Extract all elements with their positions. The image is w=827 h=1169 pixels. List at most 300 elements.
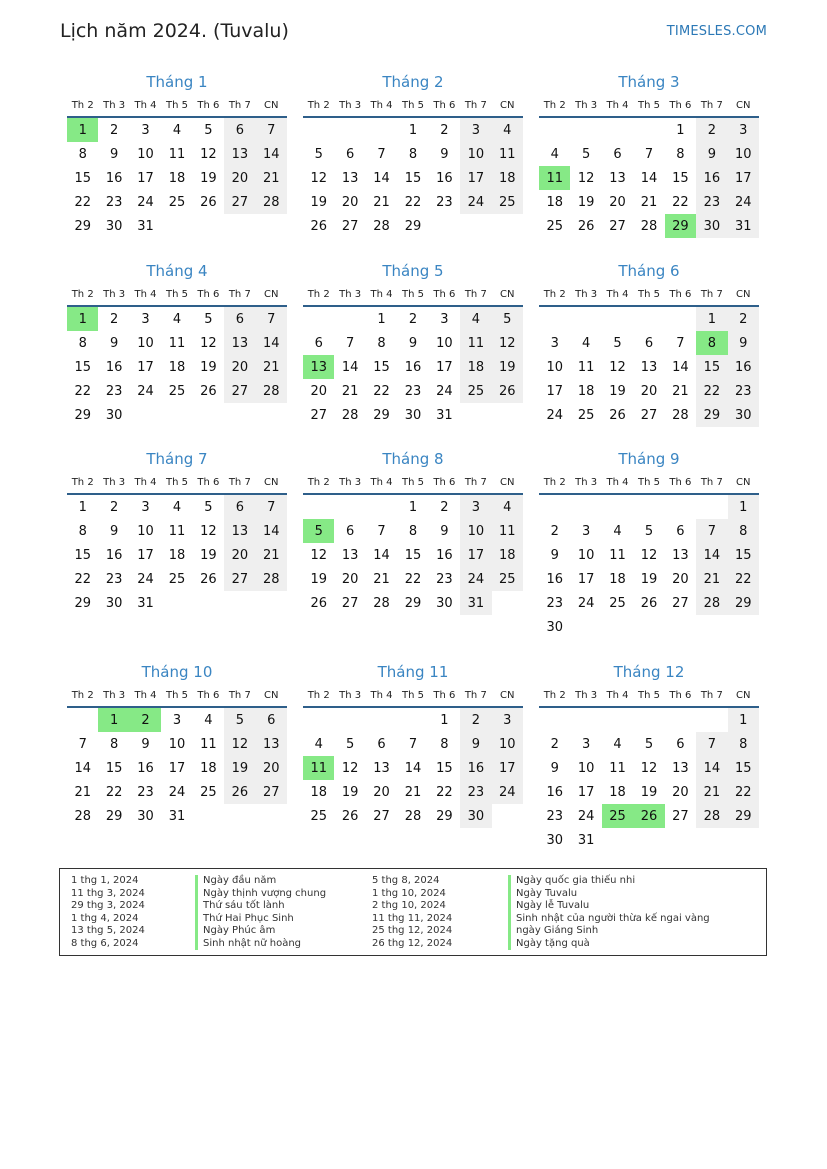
day: 12 — [341, 760, 359, 776]
month-title: Tháng 7 — [146, 450, 208, 468]
day: 28 — [373, 218, 390, 234]
weekday-label: Th 5 — [637, 99, 660, 111]
weekday-header — [303, 94, 523, 118]
weekday-label: Th 7 — [464, 288, 487, 300]
day: 9 — [460, 732, 491, 756]
day: 3 — [728, 118, 759, 142]
empty-day — [397, 708, 428, 732]
empty-day — [633, 708, 664, 732]
day: 28 — [696, 591, 727, 615]
day: 25 — [200, 784, 217, 800]
day: 10 — [137, 335, 154, 351]
weekday-label: Th 6 — [669, 476, 692, 488]
weekday-label: Th 6 — [433, 689, 456, 701]
holiday-day: 1 — [98, 708, 129, 732]
day: 4 — [613, 523, 622, 539]
empty-day — [665, 307, 696, 331]
day: 10 — [137, 523, 154, 539]
day: 25 — [310, 808, 327, 824]
month-3 — [539, 70, 759, 238]
day: 24 — [460, 567, 491, 591]
weekday-label: CN — [736, 288, 751, 300]
day: 19 — [310, 194, 327, 210]
day: 23 — [436, 571, 453, 587]
weekday-label: Th 4 — [134, 476, 157, 488]
empty-day — [193, 403, 224, 427]
weekday-header — [303, 684, 523, 708]
day: 3 — [460, 495, 491, 519]
day: 9 — [109, 523, 119, 539]
weekday-label: Th 3 — [103, 689, 126, 701]
day: 10 — [460, 519, 491, 543]
day: 2 — [728, 307, 759, 331]
day: 14 — [373, 170, 390, 186]
day: 1 — [696, 307, 727, 331]
empty-day — [303, 495, 334, 519]
weekday-label: Th 7 — [464, 476, 487, 488]
day: 19 — [200, 547, 217, 563]
site-link[interactable]: TIMESLES.COM — [666, 24, 767, 39]
day: 2 — [109, 122, 119, 138]
day: 3 — [581, 523, 591, 539]
weekday-label: Th 6 — [669, 288, 692, 300]
day: 16 — [105, 359, 123, 375]
day: 22 — [436, 784, 453, 800]
day: 22 — [105, 784, 123, 800]
day: 10 — [436, 335, 453, 351]
day: 17 — [492, 756, 523, 780]
legend-date: 26 thg 12, 2024 — [372, 937, 453, 949]
weekday-label: Th 7 — [464, 99, 487, 111]
holiday-day: 1 — [67, 118, 98, 142]
legend-holiday-name: Ngày quốc gia thiếu nhi — [508, 875, 635, 888]
day: 4 — [581, 335, 591, 351]
weekday-label: Th 2 — [71, 288, 94, 300]
day: 7 — [256, 118, 287, 142]
empty-day — [570, 307, 601, 331]
day: 11 — [168, 146, 186, 162]
weekday-label: Th 2 — [307, 689, 330, 701]
day: 28 — [640, 218, 658, 234]
empty-day — [633, 615, 664, 639]
weekday-label: CN — [736, 99, 751, 111]
day: 18 — [310, 784, 327, 800]
weekday-label: Th 3 — [339, 476, 362, 488]
day: 18 — [460, 355, 491, 379]
weekday-label: Th 4 — [606, 99, 629, 111]
empty-day — [539, 118, 570, 142]
empty-day — [728, 828, 759, 852]
day: 16 — [728, 355, 759, 379]
weekday-label: Th 6 — [197, 476, 220, 488]
day: 15 — [436, 760, 453, 776]
month-title: Tháng 4 — [146, 262, 208, 280]
day: 10 — [168, 736, 186, 752]
weekday-label: Th 2 — [307, 99, 330, 111]
weekday-label: Th 4 — [606, 689, 629, 701]
legend-holiday-name: Sinh nhật của người thừa kế ngai vàng — [508, 913, 710, 926]
day: 6 — [345, 146, 355, 162]
weekday-label: CN — [736, 689, 751, 701]
day: 18 — [168, 359, 186, 375]
day: 19 — [341, 784, 359, 800]
month-5 — [303, 259, 523, 427]
day: 19 — [200, 359, 217, 375]
empty-day — [460, 214, 491, 238]
weekday-label: Th 3 — [339, 99, 362, 111]
day: 26 — [609, 407, 626, 423]
weekday-label: Th 5 — [401, 288, 424, 300]
empty-day — [665, 708, 696, 732]
day: 8 — [728, 732, 759, 756]
holiday-day: 26 — [633, 804, 664, 828]
day: 16 — [105, 170, 123, 186]
day: 3 — [492, 708, 523, 732]
month-title: Tháng 1 — [146, 73, 208, 91]
day: 21 — [373, 571, 390, 587]
empty-day — [161, 403, 192, 427]
day: 22 — [728, 567, 759, 591]
day: 27 — [609, 218, 626, 234]
day: 28 — [256, 379, 287, 403]
day: 24 — [436, 383, 453, 399]
day: 15 — [728, 543, 759, 567]
weekday-header — [539, 471, 759, 495]
day: 6 — [314, 335, 323, 351]
day: 24 — [577, 808, 595, 824]
day: 17 — [577, 784, 595, 800]
day: 27 — [256, 780, 287, 804]
empty-day — [539, 708, 570, 732]
empty-day — [633, 828, 664, 852]
day: 11 — [200, 736, 217, 752]
empty-day — [366, 495, 397, 519]
day: 5 — [345, 736, 355, 752]
weekday-label: Th 4 — [370, 476, 393, 488]
day: 5 — [204, 122, 213, 138]
day: 29 — [728, 591, 759, 615]
holiday-day: 5 — [303, 519, 334, 543]
empty-day — [334, 307, 365, 331]
day: 17 — [436, 359, 453, 375]
weekday-label: Th 7 — [464, 689, 487, 701]
day: 20 — [341, 571, 359, 587]
empty-day — [256, 403, 287, 427]
day: 26 — [310, 595, 327, 611]
day: 16 — [460, 756, 491, 780]
legend-date: 25 thg 12, 2024 — [372, 925, 453, 936]
day: 14 — [696, 756, 727, 780]
day: 9 — [550, 547, 559, 563]
weekday-label: Th 2 — [307, 288, 330, 300]
day: 13 — [224, 519, 255, 543]
day: 21 — [256, 543, 287, 567]
month-title: Tháng 6 — [618, 262, 680, 280]
day: 25 — [577, 407, 595, 423]
day: 12 — [609, 359, 626, 375]
weekday-label: Th 5 — [637, 689, 660, 701]
day: 25 — [168, 194, 186, 210]
day: 24 — [546, 407, 563, 423]
day: 13 — [609, 170, 626, 186]
day: 6 — [224, 495, 255, 519]
empty-day — [696, 495, 727, 519]
empty-day — [161, 214, 192, 238]
day: 23 — [728, 379, 759, 403]
day: 17 — [137, 547, 154, 563]
day: 1 — [728, 708, 759, 732]
day: 4 — [204, 712, 213, 728]
day: 20 — [224, 355, 255, 379]
month-4 — [67, 259, 287, 427]
weekday-header — [67, 94, 287, 118]
weekday-label: Th 3 — [575, 288, 598, 300]
day: 14 — [696, 543, 727, 567]
day: 28 — [256, 567, 287, 591]
day: 14 — [404, 760, 422, 776]
legend-holiday-name: Ngày Tuvalu — [508, 888, 577, 901]
day: 29 — [373, 407, 390, 423]
day: 16 — [546, 784, 563, 800]
month-1 — [67, 70, 287, 238]
day: 10 — [137, 146, 154, 162]
day: 18 — [577, 383, 595, 399]
month-title: Tháng 12 — [613, 663, 685, 681]
day: 3 — [550, 335, 559, 351]
legend-holiday-name: Thứ Hai Phục Sinh — [195, 913, 294, 926]
day: 14 — [256, 519, 287, 543]
empty-day — [492, 591, 523, 615]
day: 8 — [78, 146, 87, 162]
day: 3 — [141, 122, 150, 138]
day: 4 — [492, 495, 523, 519]
day: 8 — [408, 146, 418, 162]
day: 12 — [640, 760, 658, 776]
legend-date: 13 thg 5, 2024 — [71, 925, 145, 936]
legend-holiday-name: Sinh nhật nữ hoàng — [195, 938, 301, 951]
empty-day — [161, 591, 192, 615]
weekday-label: Th 7 — [228, 476, 251, 488]
weekday-label: Th 3 — [103, 476, 126, 488]
day: 4 — [172, 311, 182, 327]
weekday-label: Th 2 — [543, 689, 566, 701]
day: 12 — [200, 523, 217, 539]
day: 21 — [640, 194, 658, 210]
day: 30 — [696, 214, 727, 238]
day: 5 — [644, 523, 654, 539]
day: 18 — [168, 547, 186, 563]
day: 12 — [310, 170, 327, 186]
day: 23 — [696, 190, 727, 214]
day: 8 — [676, 146, 685, 162]
day: 23 — [137, 784, 154, 800]
weekday-label: Th 7 — [228, 99, 251, 111]
weekday-label: Th 6 — [197, 99, 220, 111]
day: 9 — [109, 335, 119, 351]
day: 20 — [310, 383, 327, 399]
day: 13 — [672, 760, 689, 776]
day: 27 — [224, 379, 255, 403]
weekday-label: CN — [264, 689, 279, 701]
day-grid — [67, 118, 287, 238]
day: 23 — [546, 808, 563, 824]
day: 29 — [105, 808, 123, 824]
day: 11 — [609, 760, 626, 776]
empty-day — [193, 591, 224, 615]
day: 15 — [404, 170, 422, 186]
day: 27 — [373, 808, 390, 824]
weekday-label: Th 7 — [700, 99, 723, 111]
day: 30 — [546, 832, 563, 848]
legend-date: 5 thg 8, 2024 — [372, 875, 440, 886]
empty-day — [539, 495, 570, 519]
weekday-label: Th 5 — [401, 99, 424, 111]
day: 20 — [640, 383, 658, 399]
day: 15 — [74, 170, 91, 186]
day: 27 — [672, 808, 689, 824]
empty-day — [696, 708, 727, 732]
empty-day — [665, 615, 696, 639]
weekday-label: Th 4 — [606, 476, 629, 488]
day: 8 — [377, 335, 386, 351]
day: 6 — [224, 118, 255, 142]
day: 19 — [492, 355, 523, 379]
month-6 — [539, 259, 759, 427]
day: 31 — [577, 832, 595, 848]
empty-day — [460, 403, 491, 427]
weekday-label: Th 6 — [197, 288, 220, 300]
day: 27 — [341, 595, 359, 611]
weekday-label: Th 3 — [103, 99, 126, 111]
day: 6 — [644, 335, 654, 351]
empty-day — [256, 591, 287, 615]
day: 29 — [728, 804, 759, 828]
day: 7 — [676, 335, 685, 351]
day: 26 — [200, 571, 217, 587]
day: 3 — [141, 311, 150, 327]
day: 4 — [172, 122, 182, 138]
legend-holiday-name: Ngày đầu năm — [195, 875, 276, 888]
weekday-label: CN — [500, 288, 515, 300]
day: 12 — [640, 547, 658, 563]
day: 6 — [224, 307, 255, 331]
weekday-label: Th 2 — [71, 476, 94, 488]
day: 19 — [224, 756, 255, 780]
empty-day — [429, 214, 460, 238]
day: 26 — [341, 808, 359, 824]
day: 15 — [74, 359, 91, 375]
day: 5 — [644, 736, 654, 752]
weekday-header — [303, 471, 523, 495]
day: 18 — [546, 194, 563, 210]
empty-day — [303, 118, 334, 142]
day: 6 — [676, 736, 685, 752]
empty-day — [570, 495, 601, 519]
day: 5 — [224, 708, 255, 732]
month-title: Tháng 3 — [618, 73, 680, 91]
weekday-label: Th 6 — [669, 689, 692, 701]
day: 23 — [436, 194, 453, 210]
month-12 — [539, 660, 759, 852]
day: 14 — [373, 547, 390, 563]
empty-day — [366, 708, 397, 732]
legend-holiday-name: Ngày thịnh vượng chung — [195, 888, 326, 901]
day: 2 — [460, 708, 491, 732]
weekday-label: CN — [500, 476, 515, 488]
holiday-day: 8 — [696, 331, 727, 355]
day: 18 — [200, 760, 217, 776]
day: 19 — [200, 170, 217, 186]
day: 22 — [672, 194, 689, 210]
day: 21 — [341, 383, 359, 399]
day: 8 — [728, 519, 759, 543]
day: 12 — [224, 732, 255, 756]
empty-day — [130, 403, 161, 427]
day: 20 — [341, 194, 359, 210]
day: 14 — [74, 760, 91, 776]
empty-day — [193, 214, 224, 238]
empty-day — [492, 214, 523, 238]
empty-day — [256, 804, 287, 828]
empty-day — [665, 828, 696, 852]
day: 15 — [728, 756, 759, 780]
day: 19 — [640, 571, 658, 587]
day: 17 — [168, 760, 186, 776]
day: 4 — [613, 736, 622, 752]
day-grid — [539, 495, 759, 639]
day: 1 — [728, 495, 759, 519]
day: 28 — [74, 808, 91, 824]
weekday-label: Th 5 — [165, 689, 188, 701]
day: 13 — [672, 547, 689, 563]
day: 9 — [728, 331, 759, 355]
empty-day — [633, 307, 664, 331]
day: 11 — [492, 142, 523, 166]
day: 19 — [640, 784, 658, 800]
day: 7 — [644, 146, 654, 162]
day: 2 — [408, 311, 418, 327]
day: 29 — [74, 407, 91, 423]
day: 13 — [640, 359, 658, 375]
day-grid — [67, 708, 287, 828]
day: 8 — [78, 523, 87, 539]
day: 26 — [640, 595, 658, 611]
empty-day — [256, 214, 287, 238]
day: 11 — [460, 331, 491, 355]
day: 21 — [256, 355, 287, 379]
day: 16 — [436, 170, 453, 186]
day: 20 — [609, 194, 626, 210]
day: 23 — [105, 383, 123, 399]
weekday-label: Th 6 — [669, 99, 692, 111]
day: 30 — [404, 407, 422, 423]
day: 3 — [172, 712, 182, 728]
day: 4 — [550, 146, 559, 162]
day: 13 — [224, 331, 255, 355]
legend-holiday-name: Ngày lễ Tuvalu — [508, 900, 589, 913]
day: 26 — [492, 379, 523, 403]
weekday-label: CN — [264, 288, 279, 300]
day: 12 — [492, 331, 523, 355]
weekday-label: Th 5 — [401, 476, 424, 488]
day-grid — [539, 708, 759, 852]
holiday-day: 11 — [303, 756, 334, 780]
day: 8 — [408, 523, 418, 539]
weekday-header — [539, 94, 759, 118]
day: 12 — [577, 170, 595, 186]
day: 22 — [373, 383, 390, 399]
day: 17 — [137, 359, 154, 375]
